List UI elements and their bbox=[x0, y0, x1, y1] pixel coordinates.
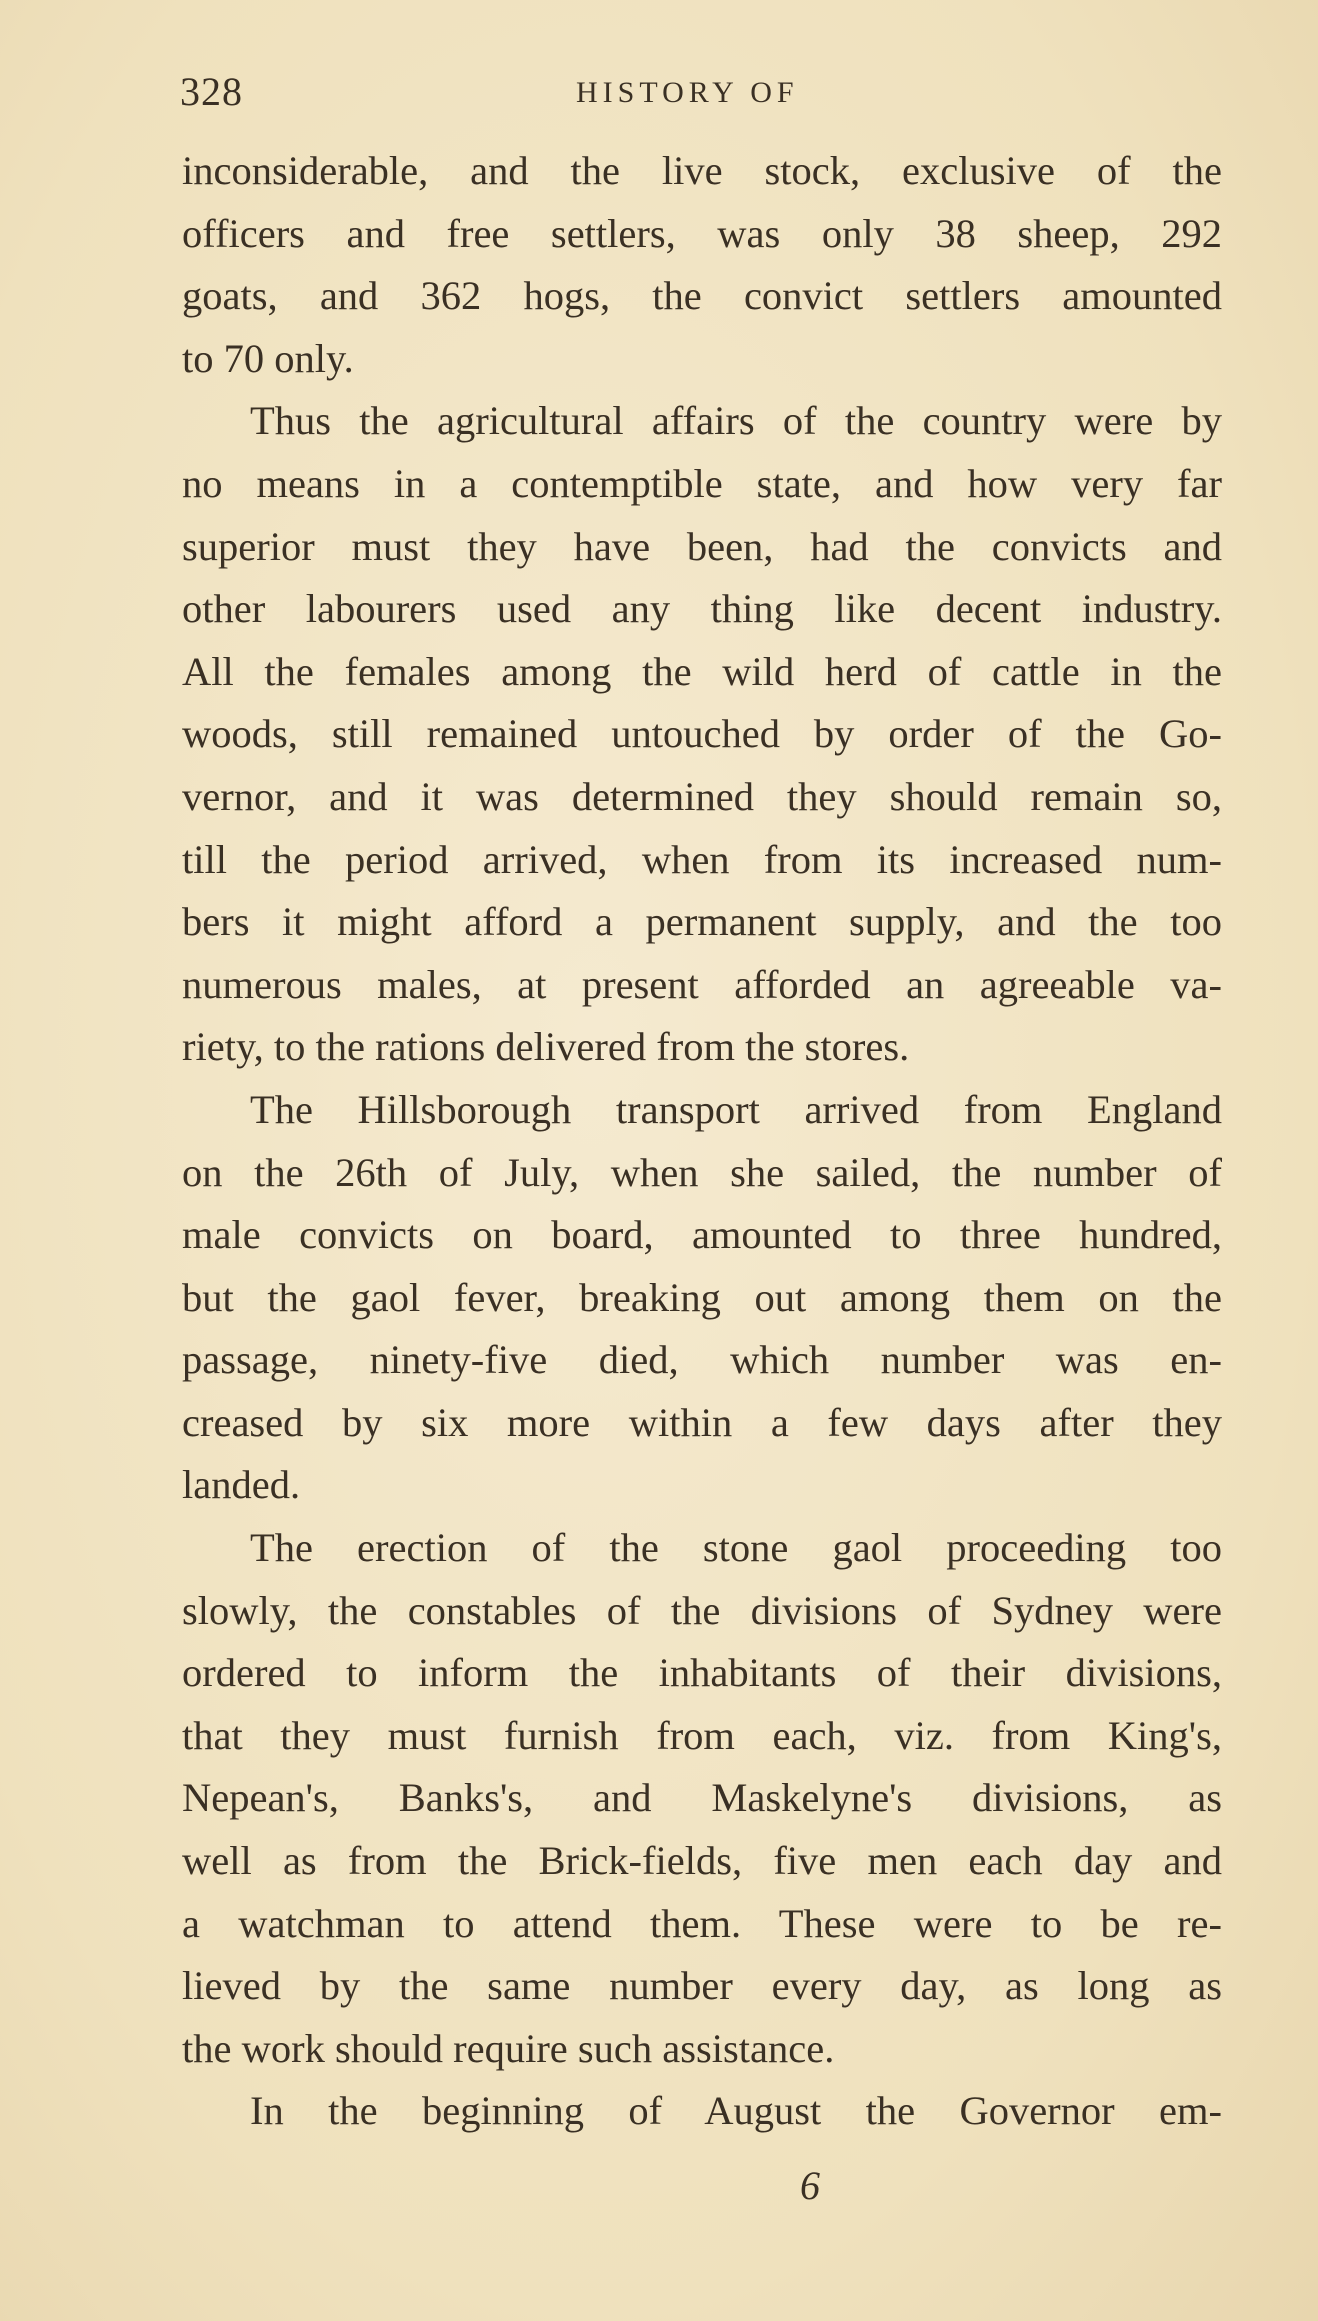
text-line: superior must they have been, had the convicts and bbox=[182, 523, 1222, 569]
text-line: bers it might afford a permanent supply, and the too bbox=[182, 899, 1222, 945]
text-line: no means in a contemptible state, and how very far bbox=[182, 460, 1222, 506]
text-line: creased by six more within a few days after they bbox=[182, 1399, 1222, 1445]
paragraph bbox=[182, 2080, 1222, 2143]
paragraph bbox=[182, 1517, 1222, 2080]
text-line: numerous males, at present afforded an agreeable va- bbox=[182, 961, 1222, 1007]
text-line: vernor, and it was determined they should remain so, bbox=[182, 773, 1222, 819]
text-line: on the 26th of July, when she sailed, the number of bbox=[182, 1149, 1222, 1195]
body-text bbox=[182, 140, 1222, 2143]
text-line: officers and free settlers, was only 38 sheep, 292 bbox=[182, 210, 1222, 256]
text-line: passage, ninety-five died, which number was en- bbox=[182, 1337, 1222, 1383]
text-line: slowly, the constables of the divisions of Sydney were bbox=[182, 1587, 1222, 1633]
paragraph bbox=[182, 1079, 1222, 1517]
text-line: ordered to inform the inhabitants of their divisions, bbox=[182, 1650, 1222, 1696]
text-line: Nepean's, Banks's, and Maskelyne's divisions, as bbox=[182, 1775, 1222, 1821]
text-line: till the period arrived, when from its increased num- bbox=[182, 836, 1222, 882]
text-line: The Hillsborough transport arrived from England bbox=[250, 1086, 1222, 1132]
paragraph bbox=[182, 140, 1222, 390]
text-line: the work should require such assistance. bbox=[182, 2025, 835, 2071]
text-line: goats, and 362 hogs, the convict settlers amounted bbox=[182, 273, 1222, 319]
text-line: landed. bbox=[182, 1462, 301, 1508]
running-head bbox=[180, 68, 1220, 128]
page-number: 328 bbox=[180, 69, 243, 114]
text-line: The erection of the stone gaol proceeding too bbox=[250, 1525, 1222, 1571]
text-line: lieved by the same number every day, as long as bbox=[182, 1963, 1222, 2009]
text-line: to 70 only. bbox=[182, 335, 354, 381]
text-line: other labourers used any thing like decent industry. bbox=[182, 586, 1222, 632]
text-line: All the females among the wild herd of cattle in the bbox=[182, 648, 1222, 694]
text-line: Thus the agricultural affairs of the country were by bbox=[250, 398, 1222, 444]
text-line: inconsiderable, and the live stock, exclusive of the bbox=[182, 148, 1222, 193]
text-line: riety, to the rations delivered from the stores. bbox=[182, 1024, 910, 1070]
text-line: a watchman to attend them. These were to be re- bbox=[182, 1900, 1222, 1946]
text-line: In the beginning of August the Governor em- bbox=[250, 2088, 1222, 2134]
signature-mark: 6 bbox=[800, 2163, 820, 2208]
running-title: HISTORY OF bbox=[576, 76, 799, 109]
text-line: that they must furnish from each, viz. from King's, bbox=[182, 1712, 1222, 1758]
text-line: well as from the Brick-fields, five men each day and bbox=[182, 1838, 1222, 1884]
text-line: but the gaol fever, breaking out among them on the bbox=[182, 1274, 1222, 1320]
text-line: woods, still remained untouched by order of the Go- bbox=[182, 711, 1222, 757]
paragraph bbox=[182, 390, 1222, 1079]
text-line: male convicts on board, amounted to three hundred, bbox=[182, 1212, 1222, 1258]
